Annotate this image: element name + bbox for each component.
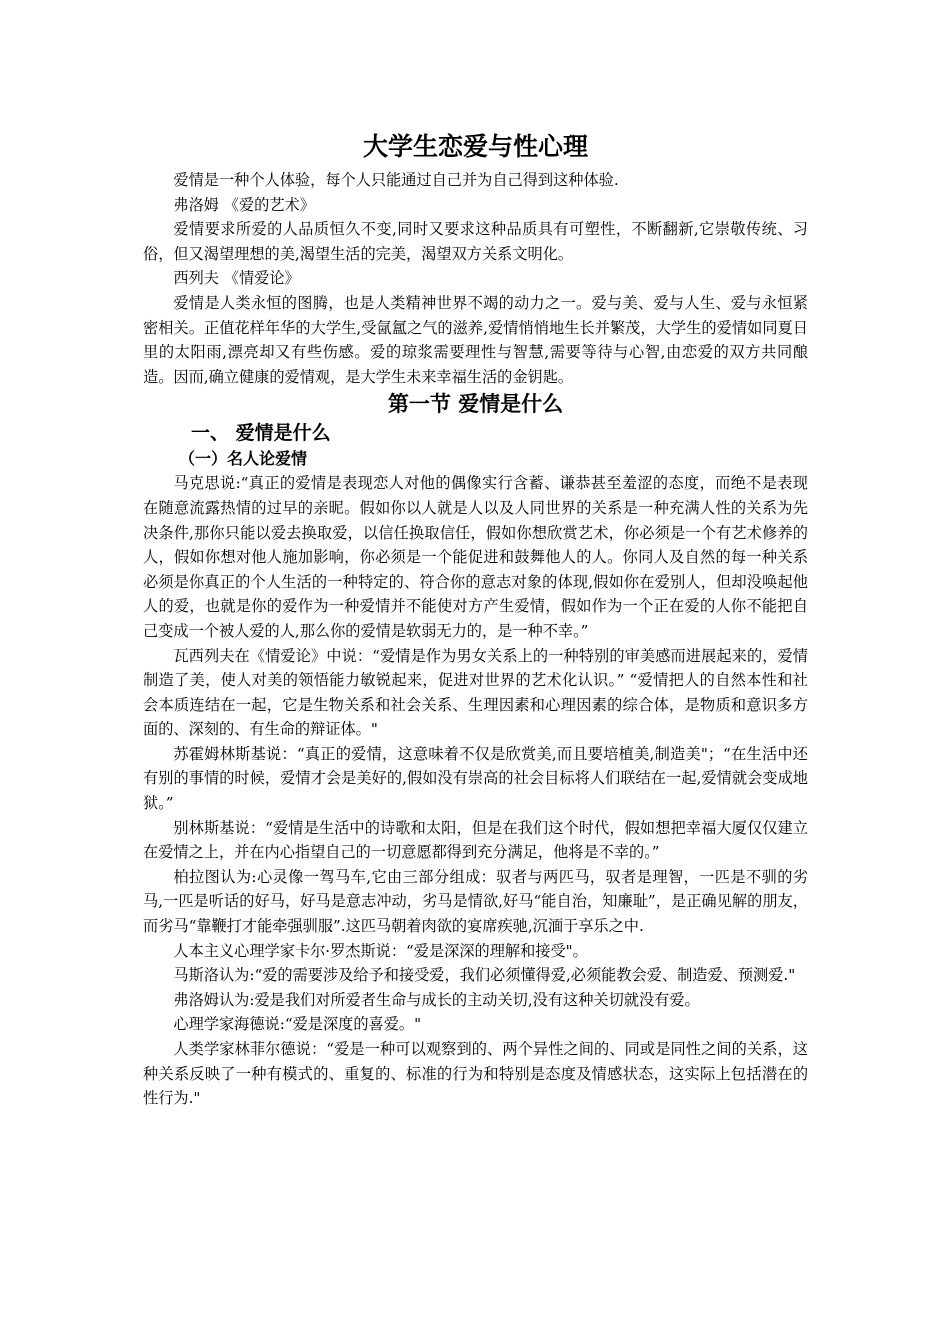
quote-paragraph: 苏霍姆林斯基说：“真正的爱情，这意味着不仅是欣赏美,而且要培植美,制造美"；“在生活中还有别的事情的时候，爱情才会是美好的,假如没有崇高的社会目标将人们联结在一起,爱情就会变成地狱。”: [143, 744, 808, 813]
document-body: [143, 130, 808, 1111]
quote-paragraph: 马斯洛认为:“爱的需要涉及给予和接受爱，我们必须懂得爱,必须能教会爱、制造爱、预测爱.": [173, 966, 796, 985]
quote-paragraph: 人本主义心理学家卡尔·罗杰斯说：“爱是深深的理解和接受"。: [173, 941, 588, 960]
heading-level-1: 一、 爱情是什么: [191, 422, 331, 445]
quote-paragraph: 弗洛姆认为:爱是我们对所爱者生命与成长的主动关切,没有这种关切就没有爱。: [173, 990, 700, 1009]
epigraph-quote: 爱情要求所爱的人品质恒久不变,同时又要求这种品质具有可塑性，不断翻新,它崇敬传统、习俗，但又渴望理想的美,渴望生活的完美，渴望双方关系文明化。: [143, 220, 808, 263]
document-title: 大学生恋爱与性心理: [362, 132, 588, 161]
quote-paragraph: 别林斯基说：“爱情是生活中的诗歌和太阳，但是在我们这个时代，假如想把幸福大厦仅仅建立在爱情之上，并在内心指望自己的一切意愿都得到充分满足，他将是不幸的。”: [143, 818, 808, 862]
quote-paragraph: 心理学家海德说:“爱是深度的喜爱。": [173, 1015, 422, 1034]
heading-level-2: （一）名人论爱情: [179, 449, 308, 469]
intro-paragraph: 爱情是人类永恒的图腾，也是人类精神世界不竭的动力之一。爱与美、爱与人生、爱与永恒紧密相关。正值花样年华的大学生,受氤氲之气的滋养,爱情悄悄地生长并繁茂，大学生的爱情如同夏日里的太阳雨,漂亮却又有些伤感。爱的琼浆需要理性与智慧,需要等待与心智,由恋爱的双方共同酿造。因而,确立健康的爱情观，是大学生未来幸福生活的金钥匙。: [143, 293, 808, 386]
quote-paragraph: 马克思说:“真正的爱情是表现恋人对他的偶像实行含蓄、谦恭甚至羞涩的态度，而绝不是表现在随意流露热情的过早的亲昵。假如你以人就是人以及人同世界的关系是一种充满人性的关系为先决条件,那你只能以爱去换取爱，以信任换取信任，假如你想欣赏艺术，你必须是一个有艺术修养的人，假如你想对他人施加影响，你必须是一个能促进和鼓舞他人的人。你同人及自然的每一种关系必须是你真正的个人生活的一种特定的、符合你的意志对象的体现,假如你在爱别人，但却没唤起他人的爱，也就是你的爱作为一种爱情并不能使对方产生爱情，假如作为一个正在爱的人你不能把自己变成一个被人爱的人,那么你的爱情是软弱无力的，是一种不幸。”: [143, 474, 808, 640]
quote-paragraph: 人类学家林菲尔德说：“爱是一种可以观察到的、两个异性之间的、同或是同性之间的关系，这种关系反映了一种有模式的、重复的、标准的行为和特别是态度及情感状态，这实际上包括潜在的性行为.": [143, 1040, 808, 1108]
epigraph-source: 西列夫 《情爱论》: [173, 269, 300, 288]
quote-paragraph: 瓦西列夫在《情爱论》中说：“爱情是作为男女关系上的一种特别的审美感而进展起来的，爱情制造了美，使人对美的领悟能力敏锐起来，促进对世界的艺术化认识。” “爱情把人的自然本性和社会本质连结在一起，它是生物关系和社会关系、生理因素和心理因素的综合体，是物质和意识多方面的、深刻的、有生命的辩证体。": [143, 646, 808, 739]
quote-paragraph: 柏拉图认为:心灵像一驾马车,它由三部分组成：驭者与两匹马，驭者是理智，一匹是不驯的劣马,一匹是听话的好马，好马是意志冲动，劣马是情欲,好马“能自治，知廉耻”，是正确见解的朋友，而劣马“靠鞭打才能牵强驯服”.这匹马朝着肉欲的宴席疾驰,沉湎于享乐之中.: [143, 867, 808, 936]
section-title: 第一节 爱情是什么: [387, 392, 564, 417]
epigraph-source: 弗洛姆 《爱的艺术》: [173, 195, 315, 214]
epigraph-quote: 爱情是一种个人体验，每个人只能通过自己并为自己得到这种体验.: [173, 171, 619, 189]
